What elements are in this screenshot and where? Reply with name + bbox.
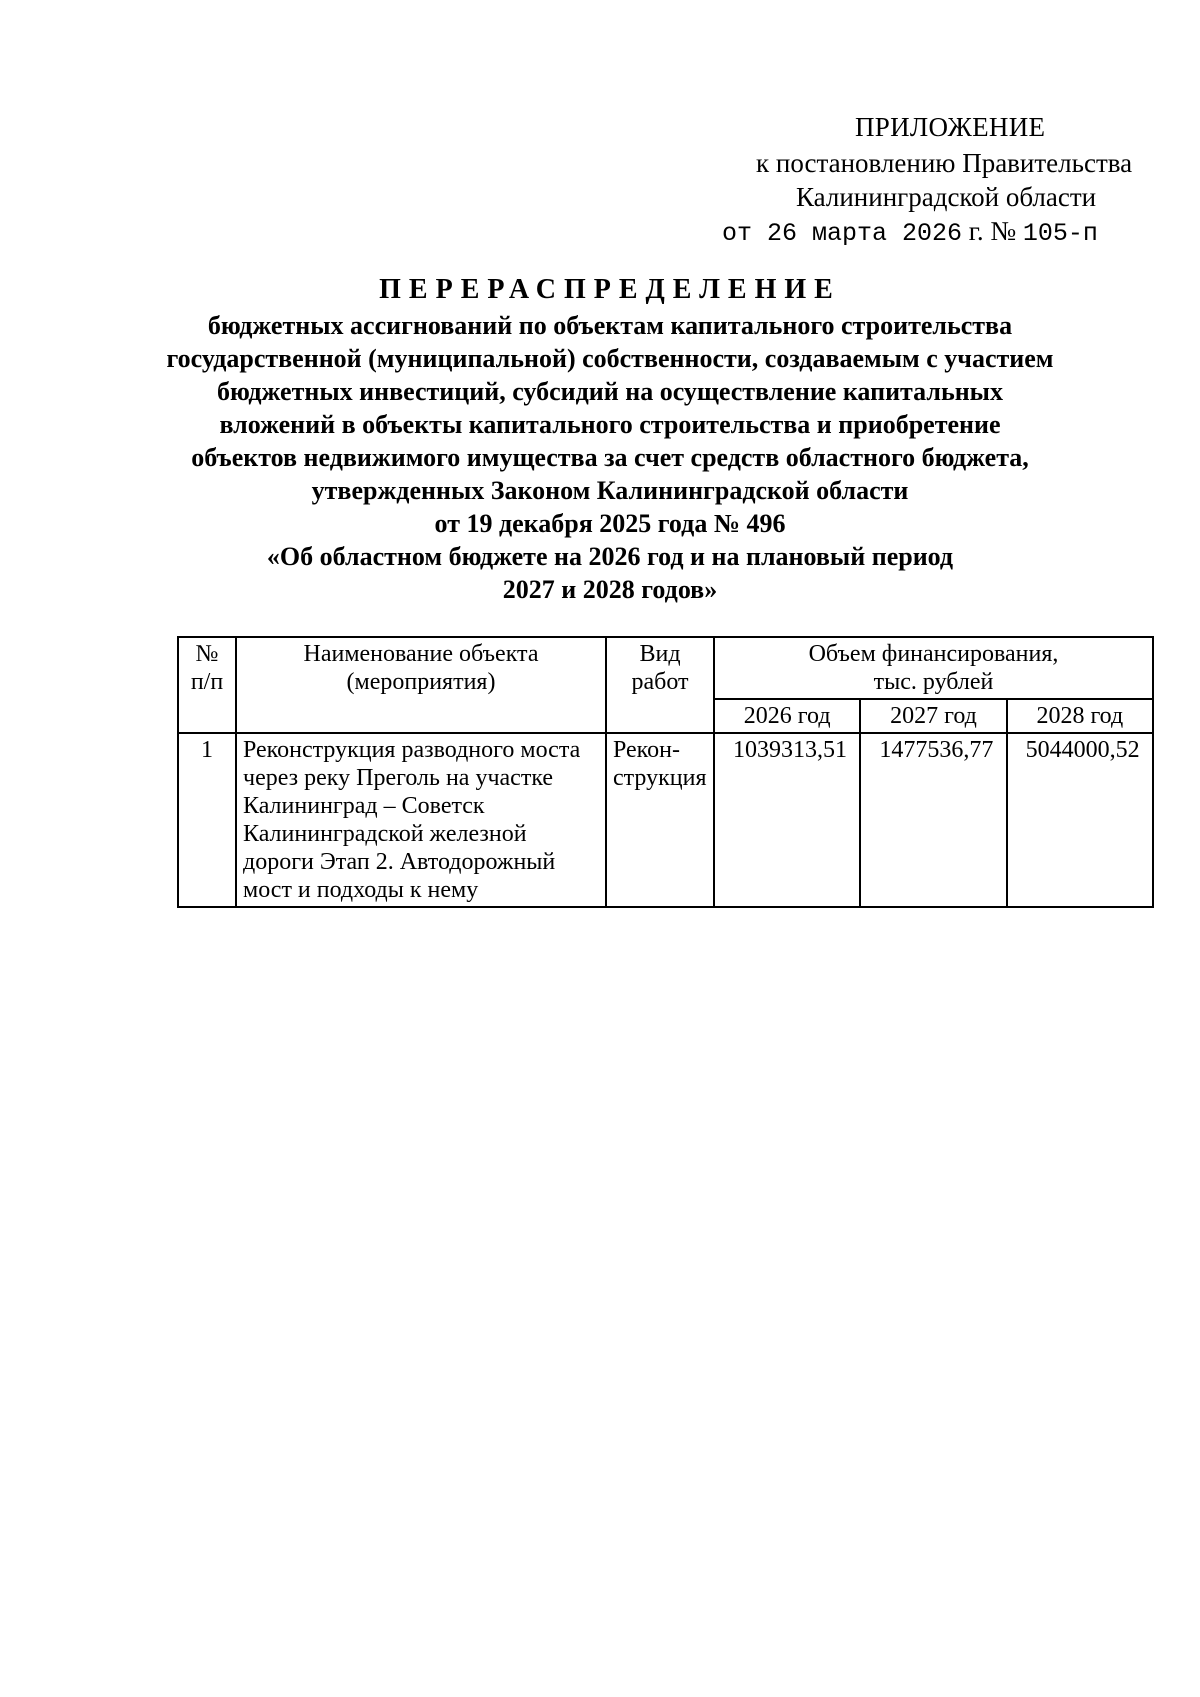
appendix-title: ПРИЛОЖЕНИЕ (855, 112, 1046, 142)
appendix-reference: к постановлению Правительства (756, 148, 1133, 178)
header-name (236, 637, 606, 733)
subtitle-line: государственной (муниципальной) собственности, создаваемым с участием (166, 344, 1054, 373)
row-num: 1 (178, 733, 236, 907)
row-value-2026: 1039313,51 (714, 733, 860, 907)
row-kind-line: струкция (613, 765, 707, 791)
subtitle-line: вложений в объекты капитального строительства и приобретение (219, 410, 1001, 439)
header-year: 2026 год (714, 699, 860, 733)
header-kind (606, 637, 714, 733)
appendix-header (0, 110, 1200, 250)
document-title: ПЕРЕРАСПРЕДЕЛЕНИЕ (379, 274, 841, 305)
subtitle-line: утвержденных Законом Калининградской области (311, 476, 909, 505)
document-title-block (150, 272, 1070, 606)
header-num (178, 637, 236, 733)
header-year: 2028 год (1007, 699, 1153, 733)
appendix-number-label: г. № (968, 216, 1017, 246)
header-num-line1: № (195, 641, 219, 667)
funding-table (177, 636, 1154, 908)
row-name-line: дороги Этап 2. Автодорожный (243, 849, 556, 875)
subtitle-line: от 19 декабря 2025 года № 496 (434, 509, 786, 538)
header-funding-line1: Объем финансирования, (808, 641, 1059, 667)
row-kind (606, 733, 714, 907)
row-kind-line: Рекон- (613, 737, 680, 763)
table-header-row (178, 637, 1153, 699)
subtitle-line: бюджетных инвестиций, субсидий на осуществление капитальных (217, 377, 1003, 406)
header-kind-line1: Вид (639, 641, 681, 667)
row-name-line: Реконструкция разводного моста (243, 737, 581, 763)
row-name-line: через реку Преголь на участке (243, 765, 554, 791)
header-num-line2: п/п (190, 669, 224, 695)
appendix-region: Калининградской области (796, 182, 1097, 212)
row-name-line: мост и подходы к нему (243, 877, 479, 903)
header-funding-line2: тыс. рублей (873, 669, 994, 695)
header-year: 2027 год (860, 699, 1006, 733)
header-name-line1: Наименование объекта (303, 641, 539, 667)
row-name-line: Калининград – Советск (243, 793, 485, 819)
table-row (178, 733, 1153, 907)
row-value-2028: 5044000,52 (1007, 733, 1153, 907)
header-name-line2: (мероприятия) (346, 669, 496, 695)
row-name (236, 733, 606, 907)
subtitle-line: бюджетных ассигнований по объектам капитального строительства (207, 311, 1013, 340)
row-name-line: Калининградской железной (243, 821, 527, 847)
appendix-date: от 26 марта 2026 (722, 219, 963, 248)
row-value-2027: 1477536,77 (860, 733, 1006, 907)
header-funding (714, 637, 1153, 699)
appendix-date-number (722, 214, 1098, 251)
subtitle-line: «Об областном бюджете на 2026 год и на плановый период (266, 542, 954, 571)
subtitle-line: объектов недвижимого имущества за счет средств областного бюджета, (191, 443, 1029, 472)
subtitle-line: 2027 и 2028 годов» (502, 575, 718, 604)
appendix-number: 105-п (1022, 219, 1098, 248)
header-kind-line2: работ (631, 669, 689, 695)
